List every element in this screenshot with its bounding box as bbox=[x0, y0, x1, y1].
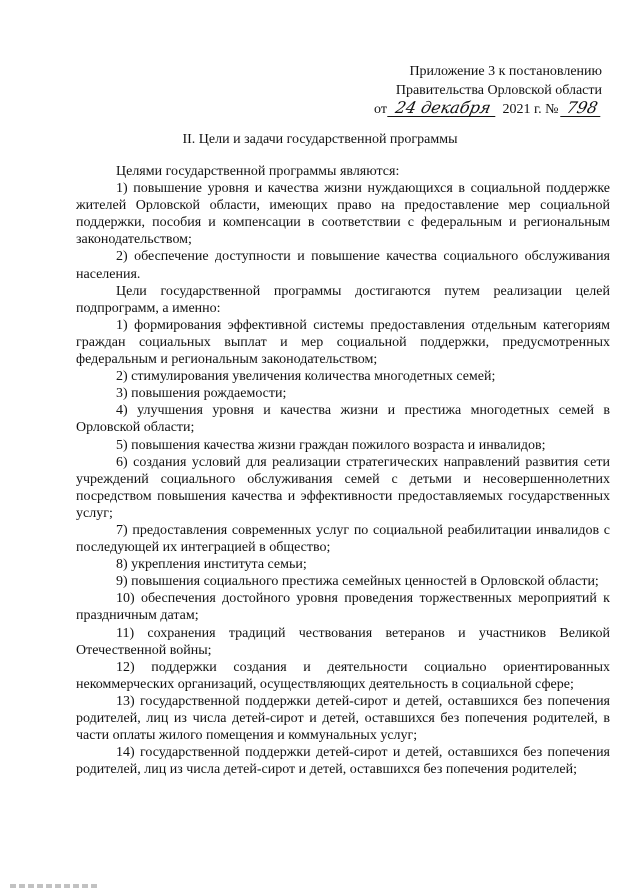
paragraph: Целями государственной программы являются: bbox=[116, 164, 400, 179]
header-prefix: от bbox=[374, 102, 387, 117]
header-year: 2021 г. № bbox=[502, 102, 559, 117]
paragraph: 7) предоставления современных услуг по социальной реабилитации инвалидов с последующей их интеграцией в общество; bbox=[76, 522, 610, 556]
header-line-2: Правительства Орловской области bbox=[395, 83, 602, 98]
paragraph: 2) стимулирования увеличения количества многодетных семей; bbox=[116, 369, 496, 385]
paragraph: 12) поддержки создания и деятельности социально ориентированных некоммерческих организаций, осуществляющих деятельность в социальной сфере; bbox=[76, 659, 610, 692]
paragraph: 11) сохранения традиций чествования ветеранов и участников Великой Отечественной войны; bbox=[76, 625, 610, 658]
header-line-1: Приложение 3 к постановлению bbox=[409, 64, 602, 79]
scan-artifact bbox=[10, 884, 100, 888]
header-date-line bbox=[342, 100, 602, 119]
document-header bbox=[342, 62, 602, 119]
document-body bbox=[76, 163, 610, 778]
paragraph: 13) государственной поддержки детей-сирот и детей, оставшихся без попечения родителей, лиц из числа детей-сирот и детей, оставшихся без попечения родителей, в части оплаты жилого помещения и коммунальных услуг; bbox=[76, 693, 610, 744]
paragraph: 1) формирования эффективной системы предоставления отдельным категориям граждан социальных выплат и мер социальной поддержки, предусмотренных федеральным и региональным законодательством; bbox=[76, 317, 610, 368]
paragraph: 9) повышения социального престижа семейных ценностей в Орловской области; bbox=[116, 574, 599, 590]
paragraph: Цели государственной программы достигаются путем реализации целей подпрограмм, а именно: bbox=[76, 283, 610, 316]
paragraph: 8) укрепления института семьи; bbox=[116, 557, 307, 573]
paragraph: 5) повышения качества жизни граждан пожилого возраста и инвалидов; bbox=[116, 437, 546, 453]
paragraph: 14) государственной поддержки детей-сирот и детей, оставшихся без попечения родителей, лиц из числа детей-сирот и детей, оставшихся без попечения родителей; bbox=[76, 745, 610, 778]
paragraph: 1) повышение уровня и качества жизни нуждающихся в социальной поддержке жителей Орловской области, имеющих право на предоставление мер социальной поддержки, пособия и компенсации в соответствии с федеральным и региональным законодательством; bbox=[76, 181, 610, 248]
paragraph: 6) создания условий для реализации стратегических направлений развития сети учреждений социального обслуживания семей с детьми и несовершеннолетних посредством повышения качества и эффективности предоставляемых государственных услуг; bbox=[76, 454, 610, 521]
handwritten-number: 798 bbox=[560, 100, 604, 117]
paragraph: 3) повышения рождаемости; bbox=[116, 386, 287, 402]
paragraph: 10) обеспечения достойного уровня проведения торжественных мероприятий к праздничным датам; bbox=[76, 591, 610, 624]
handwritten-date: 24 декабря bbox=[387, 100, 499, 117]
section-title: II. Цели и задачи государственной программы bbox=[182, 132, 458, 147]
paragraph: 2) обеспечение доступности и повышение качества социального обслуживания населения. bbox=[76, 249, 610, 282]
paragraph: 4) улучшения уровня и качества жизни и престижа многодетных семей в Орловской области; bbox=[76, 403, 610, 436]
